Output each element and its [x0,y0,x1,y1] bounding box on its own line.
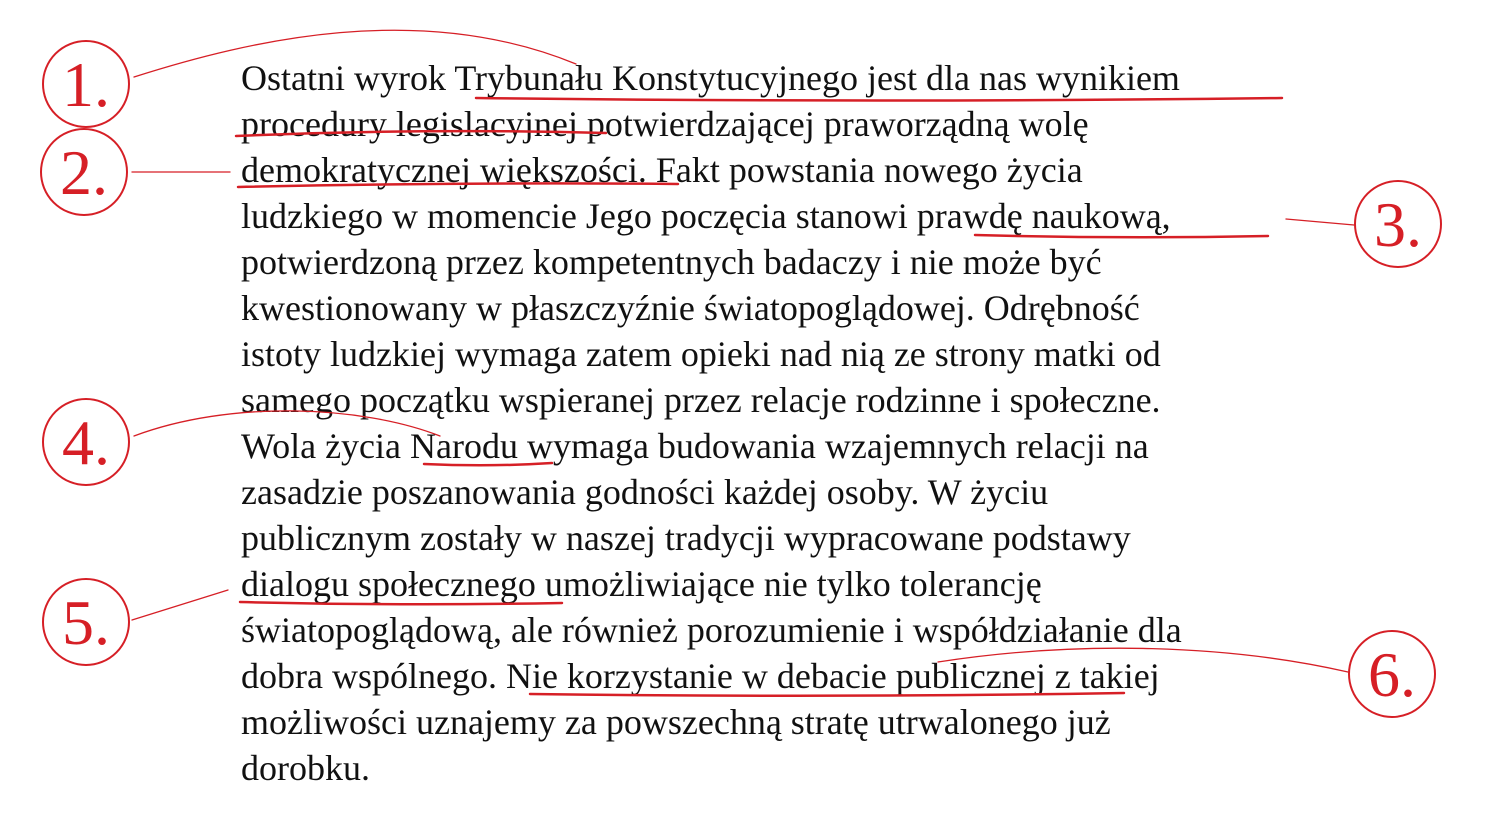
annotation-marker-2: 2. [40,128,128,216]
leader-line-3 [1286,219,1354,225]
annotation-marker-4: 4. [42,398,130,486]
paragraph-line-6: kwestionowany w płaszczyźnie światopoglądowej. Odrębność [241,288,1140,328]
paragraph-line-3: demokratycznej większości. Fakt powstania nowego życia [241,150,1083,190]
leader-line-5 [132,590,228,620]
paragraph-line-7: istoty ludzkiej wymaga zatem opieki nad nią ze strony matki od [241,334,1161,374]
annotation-marker-3: 3. [1354,180,1442,268]
paragraph-line-2: procedury legislacyjnej potwierdzającej praworządną wolę [241,104,1089,144]
annotation-marker-5: 5. [42,578,130,666]
underline-1 [476,98,1282,101]
paragraph-line-14: dobra wspólnego. Nie korzystanie w debacie publicznej z takiej [241,656,1160,696]
paragraph-line-10: zasadzie poszanowania godności każdej osoby. W życiu [241,472,1049,512]
paragraph-line-16: dorobku. [241,748,370,788]
paragraph-line-15: możliwości uznajemy za powszechną stratę utrwalonego już [241,702,1111,742]
paragraph-line-5: potwierdzoną przez kompetentnych badaczy i nie może być [241,242,1102,282]
annotation-marker-1: 1. [42,40,130,128]
paragraph-line-8: samego początku wspieranej przez relacje rodzinne i społeczne. [241,380,1161,420]
paragraph-line-4: ludzkiego w momencie Jego poczęcia stanowi prawdę naukową, [241,196,1171,236]
paragraph-line-1: Ostatni wyrok Trybunału Konstytucyjnego jest dla nas wynikiem [241,58,1180,98]
paragraph-line-12: dialogu społecznego umożliwiające nie tylko tolerancję [241,564,1042,604]
paragraph-line-13: światopoglądową, ale również porozumienie i współdziałanie dla [241,610,1182,650]
paragraph-line-9: Wola życia Narodu wymaga budowania wzajemnych relacji na [241,426,1149,466]
paragraph-line-11: publicznym zostały w naszej tradycji wypracowane podstawy [241,518,1131,558]
annotation-marker-6: 6. [1348,630,1436,718]
